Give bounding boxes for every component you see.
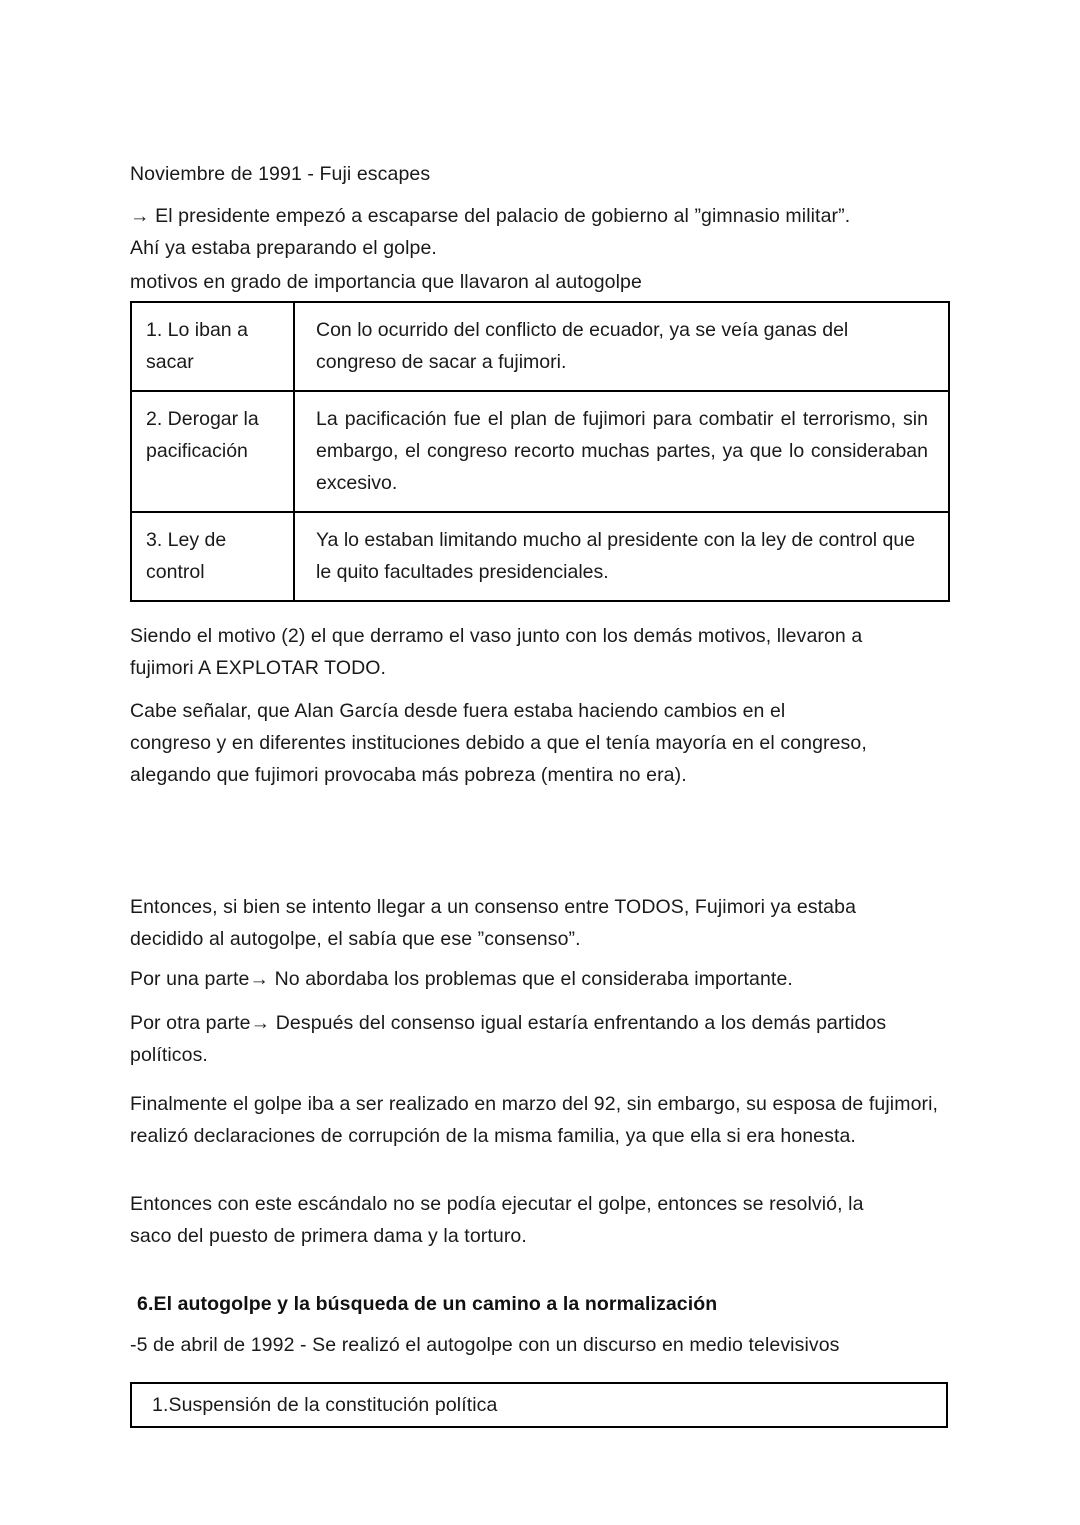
date-line-noviembre-1991: Noviembre de 1991 - Fuji escapes xyxy=(130,163,431,185)
paragraph-golpe-escandalo: Entonces con este escándalo no se podía ejecutar el golpe, entonces se resolvió, la saco del puesto de primera dama y la torturo. xyxy=(130,1193,870,1247)
paragraph-alan-garcia: Cabe señalar, que Alan García desde fuera estaba haciendo cambios en el congreso y en diferentes instituciones debido a que el tenía mayoría en el congreso, alegando que fujimori provocaba más pobreza (mentira no era). xyxy=(130,700,873,786)
motivo-label-3: 3. Ley de control xyxy=(131,512,294,601)
table-row xyxy=(131,512,949,601)
paragraph-consenso-intro: Entonces, si bien se intento llegar a un consenso entre TODOS, Fujimori ya estaba decidido al autogolpe, el sabía que ese ”consenso”. xyxy=(130,896,862,950)
paragraph-consenso-point-two: Por otra parte→ Después del consenso igual estaría enfrentando a los demás partidos políticos. xyxy=(130,1012,892,1066)
paragraph-consenso-point-one: Por una parte→ No abordaba los problemas que el consideraba importante. xyxy=(130,968,793,990)
motivo-label-2: 2. Derogar la pacificación xyxy=(131,391,294,512)
motivo-label-1: 1. Lo iban a sacar xyxy=(131,302,294,391)
motivos-table xyxy=(130,301,950,602)
section-heading-6: 6.El autogolpe y la búsqueda de un camino a la normalización xyxy=(137,1293,718,1315)
table-caption-motivos: motivos en grado de importancia que llavaron al autogolpe xyxy=(130,271,642,293)
paragraph-5-abril-1992: -5 de abril de 1992 - Se realizó el autogolpe con un discurso en medio televisivos xyxy=(130,1334,840,1356)
motivo-body-2: La pacificación fue el plan de fujimori para combatir el terrorismo, sin embargo, el congreso recorto muchas partes, ya que lo consideraban excesivo. xyxy=(294,391,949,512)
measure-item-1: 1.Suspensión de la constitución política xyxy=(152,1394,498,1416)
paragraph-motivo-2-note: Siendo el motivo (2) el que derramo el vaso junto con los demás motivos, llevaron a fujimori A EXPLOTAR TODO. xyxy=(130,625,868,679)
motivo-body-3: Ya lo estaban limitando mucho al presidente con la ley de control que le quito facultades presidenciales. xyxy=(294,512,949,601)
measures-table xyxy=(130,1382,948,1428)
motivo-body-1: Con lo ocurrido del conflicto de ecuador, ya se veía ganas del congreso de sacar a fujimori. xyxy=(294,302,949,391)
paragraph-presidente-escape: → El presidente empezó a escaparse del palacio de gobierno al ”gimnasio militar”. Ahí ya estaba preparando el golpe. xyxy=(130,205,855,259)
table-row xyxy=(131,391,949,512)
paragraph-golpe-marzo: Finalmente el golpe iba a ser realizado en marzo del 92, sin embargo, su esposa de fujimori, realizó declaraciones de corrupción de la misma familia, ya que ella si era honesta. xyxy=(130,1093,944,1147)
table-row xyxy=(131,302,949,391)
